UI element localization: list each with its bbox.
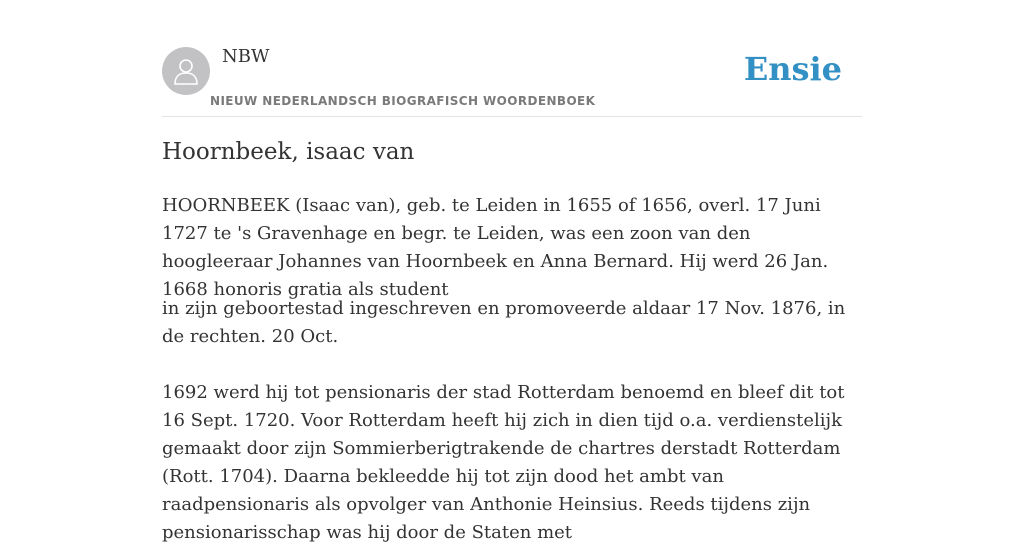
source-name[interactable]: NBW	[222, 46, 270, 67]
ensie-logo[interactable]: Ensie	[743, 50, 842, 88]
article-paragraph-2: in zijn geboortestad ingeschreven en promoveerde aldaar 17 Nov. 1876, in de rechten. 20 Oct.	[162, 298, 846, 347]
user-icon	[173, 57, 199, 85]
source-full-name[interactable]: NIEUW NEDERLANDSCH BIOGRAFISCH WOORDENBOEK	[210, 94, 596, 108]
source-avatar[interactable]	[162, 47, 210, 95]
article-paragraph-1: HOORNBEEK (Isaac van), geb. te Leiden in 1655 of 1656, overl. 17 Juni 1727 te 's Gravenhage en begr. te Leiden, was een zoon van den hoogleeraar Johannes van Hoornbeek en Anna Bernard. Hij werd 26 Jan. 1668 honoris gratia als student	[162, 195, 829, 300]
article-paragraph-3: 1692 werd hij tot pensionaris der stad Rotterdam benoemd en bleef dit tot 16 Sept. 1720. Voor Rotterdam heeft hij zich in dien tijd o.a. verdienstelijk gemaakt door zijn Sommierberigtrakende de chartres derstadt Rotterdam (Rott. 1704). Daarna bekleedde hij tot zijn dood het ambt van raadpensionaris als opvolger van Anthonie Heinsius. Reeds tijdens zijn pensionarisschap was hij door de Staten met	[162, 382, 845, 543]
article-title: Hoornbeek, isaac van	[162, 139, 415, 165]
source-header	[162, 0, 862, 117]
